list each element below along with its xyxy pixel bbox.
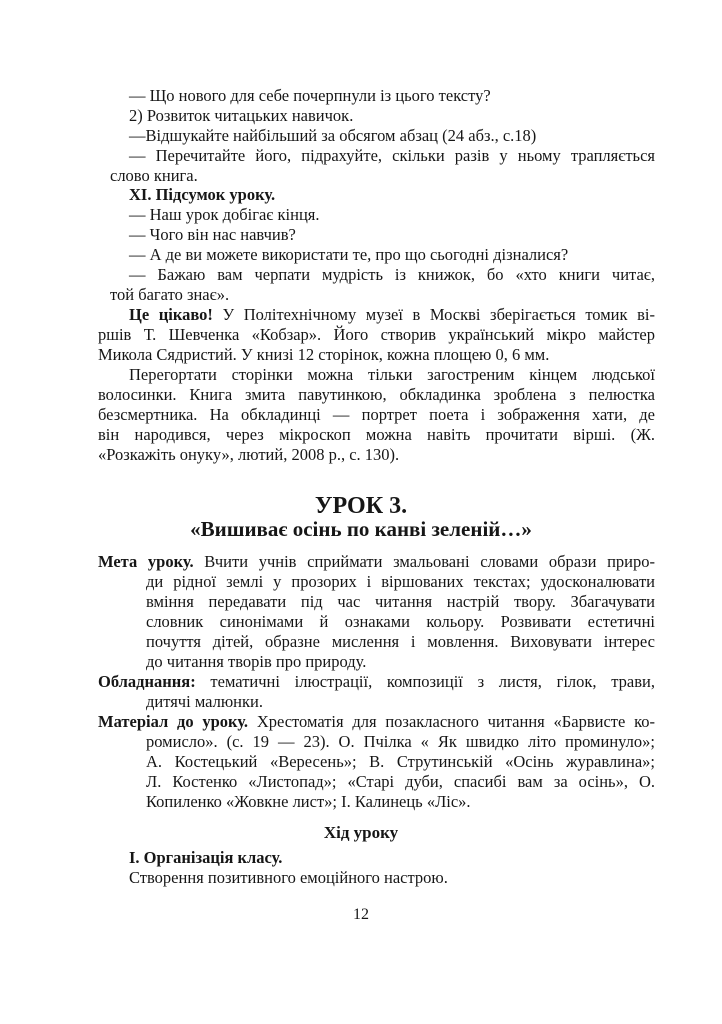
lesson-subtitle: «Вишиває осінь по канві зеленій…» xyxy=(190,517,532,541)
summary-line-4-continued: той багато знає». xyxy=(110,285,230,304)
material-line-2: ромисло». (с. 19 — 23). О. Пчілка « Як швидко літо проминуло»; xyxy=(146,732,655,751)
goal-line-2: ди рідної землі у прозорих і віршованих текстах; удосконалювати xyxy=(146,572,655,591)
summary-heading: XI. Підсумок уроку. xyxy=(129,185,276,204)
material-line-4: Л. Костенко «Листопад»; «Старі дуби, спасибі вам за осінь», О. xyxy=(146,772,655,791)
equipment-label: Обладнання: xyxy=(98,672,196,691)
course-heading: Хід уроку xyxy=(323,823,399,842)
equipment-line-1: Обладнання: тематичні ілюстрації, композиції з листя, гілок, трави, xyxy=(98,672,655,691)
task-line: —Відшукайте найбільший за обсягом абзац (24 абз., с.18) xyxy=(129,126,537,145)
goal-label: Мета уроку. xyxy=(98,552,194,571)
goal-line-6: до читання творів про природу. xyxy=(146,652,367,671)
goal-line-4: словник синонімами й ознаками кольору. Розвивати естетичні xyxy=(146,612,655,631)
equipment-line-2: дитячі малюнки. xyxy=(146,692,263,711)
interesting-label: Це цікаво! xyxy=(129,305,213,324)
interesting-fact-line-5: волосинки. Книга змита павутинкою, обкладинка зроблена з пелюстка xyxy=(98,385,655,404)
reading-skills-line: 2) Розвиток читацьких навичок. xyxy=(129,106,354,125)
interesting-fact-line-8: «Розкажіть онуку», лютий, 2008 р., с. 130). xyxy=(98,445,400,464)
material-line-1: Матеріал до уроку. Хрестоматія для позакласного читання «Барвисте ко- xyxy=(98,712,655,731)
goal-line-1: Мета уроку. Вчити учнів сприймати змальовані словами образи приро- xyxy=(98,552,655,571)
material-label: Матеріал до уроку. xyxy=(98,712,249,731)
interesting-fact-line-2: ршів Т. Шевченка «Кобзар». Його створив український мікро майстер xyxy=(98,325,655,344)
section-1-text: Створення позитивного емоційного настрою. xyxy=(129,868,448,887)
lesson-title: УРОК 3. xyxy=(314,493,408,519)
summary-line-4: — Бажаю вам черпати мудрість із книжок, бо «хто книги читає, xyxy=(129,265,655,284)
section-1-heading: I. Організація класу. xyxy=(129,848,283,867)
task-line-2: — Перечитайте його, підрахуйте, скільки разів у ньому трапляється xyxy=(129,146,655,165)
summary-line-2: — Чого він нас навчив? xyxy=(129,225,296,244)
material-line-5: Копиленко «Жовкне лист»; І. Калинець «Ліс». xyxy=(146,792,471,811)
summary-line-3: — А де ви можете використати те, про що сьогодні дізналися? xyxy=(129,245,569,264)
material-line-3: А. Костецький «Вересень»; В. Струтинській «Осінь журавлина»; xyxy=(146,752,655,771)
interesting-fact-line-7: він народився, через мікроскоп можна навіть прочитати вірші. (Ж. xyxy=(98,425,655,444)
task-line-2-continued: слово книга. xyxy=(110,166,198,185)
goal-line-3: вміння передавати під час читання настрій твору. Збагачувати xyxy=(146,592,655,611)
interesting-fact-line-4: Перегортати сторінки можна тільки загостреним кінцем людської xyxy=(129,365,655,384)
interesting-fact-line-6: безсмертника. На обкладинці — портрет поета і зображення хати, де xyxy=(98,405,655,424)
question-line: — Що нового для себе почерпнули із цього тексту? xyxy=(129,86,491,105)
interesting-fact-line-3: Микола Сядристий. У книзі 12 сторінок, кожна площею 0, 6 мм. xyxy=(98,345,550,364)
interesting-fact-line-1: Це цікаво! У Політехнічному музеї в Москві зберігається томик ві- xyxy=(129,305,655,324)
goal-line-5: почуття дітей, образне мислення і мовлення. Виховувати інтерес xyxy=(146,632,655,651)
summary-line-1: — Наш урок добігає кінця. xyxy=(129,205,320,224)
page-number: 12 xyxy=(353,906,369,923)
